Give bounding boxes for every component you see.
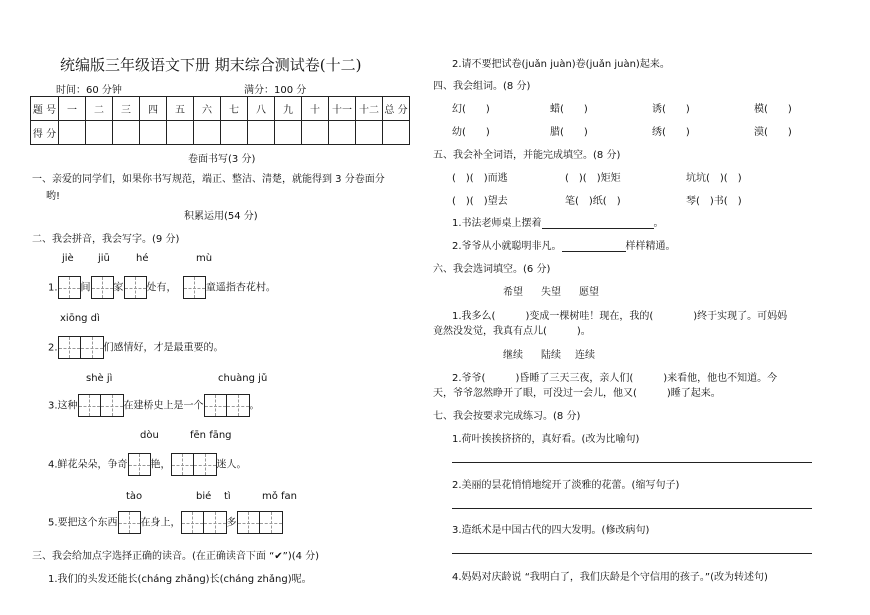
score-header-cell: 五 bbox=[167, 97, 194, 121]
score-header-cell: 四 bbox=[140, 97, 167, 121]
word-choice: 希望 bbox=[503, 287, 523, 298]
score-cell[interactable] bbox=[248, 121, 275, 145]
question-text: 童遥指杏花村。 bbox=[205, 282, 276, 294]
section-3-question-2: 2.请不要把试卷(juǎn juàn)卷(juǎn juàn)起来。 bbox=[452, 59, 670, 70]
score-header-cell: 八 bbox=[248, 97, 275, 121]
score-cell[interactable] bbox=[167, 121, 194, 145]
section-1-text: 一、亲爱的同学们，如果你书写规范，端正、整洁、清楚，就能得到 3 分卷面分 bbox=[32, 174, 385, 185]
score-cell[interactable] bbox=[356, 121, 383, 145]
score-cell[interactable] bbox=[140, 121, 167, 145]
word-choice: 继续 bbox=[503, 350, 523, 361]
section-2-heading: 二、我会拼音，我会写字。(9 分) bbox=[32, 234, 180, 245]
question-text: 2.爷爷从小就聪明非凡。 bbox=[452, 241, 562, 252]
pinyin: jiè bbox=[62, 253, 74, 264]
idiom-item[interactable]: ( )( )望去 bbox=[452, 196, 508, 207]
score-cell[interactable] bbox=[329, 121, 356, 145]
question-text: 处有， bbox=[146, 282, 177, 294]
question-3 bbox=[48, 394, 260, 418]
char-box[interactable] bbox=[181, 511, 204, 534]
pinyin: fēn fāng bbox=[190, 430, 232, 441]
section-7-question-2: 2.美丽的昙花悄悄地绽开了淡雅的花蕾。(缩写句子) bbox=[452, 480, 680, 491]
question-text: 样样精通。 bbox=[625, 241, 676, 252]
question-text: 。 bbox=[249, 400, 260, 412]
writing-grid[interactable] bbox=[78, 394, 124, 417]
idiom-item[interactable]: 坑坑( )( ) bbox=[686, 173, 742, 184]
pinyin: hé bbox=[136, 253, 149, 264]
question-text: 家 bbox=[113, 282, 124, 294]
answer-line[interactable] bbox=[452, 508, 812, 509]
handwriting-heading: 卷面书写(3 分) bbox=[188, 154, 256, 165]
pinyin: xiōng dì bbox=[60, 313, 100, 324]
score-header-cell: 一 bbox=[59, 97, 86, 121]
answer-blank[interactable] bbox=[562, 251, 626, 252]
score-table bbox=[30, 96, 410, 145]
char-box[interactable] bbox=[227, 394, 250, 417]
score-header-cell: 十一 bbox=[329, 97, 356, 121]
score-row-label: 得 分 bbox=[31, 121, 59, 145]
word-build-item[interactable]: 蜡( ) bbox=[550, 104, 588, 115]
writing-grid[interactable] bbox=[58, 336, 104, 359]
word-choice: 连续 bbox=[575, 350, 595, 361]
score-cell[interactable] bbox=[275, 121, 302, 145]
char-box[interactable] bbox=[204, 511, 227, 534]
score-cell[interactable] bbox=[302, 121, 329, 145]
char-box[interactable] bbox=[237, 511, 260, 534]
question-1 bbox=[48, 276, 276, 300]
score-cell[interactable] bbox=[194, 121, 221, 145]
section-7-question-3: 3.造纸术是中国古代的四大发明。(修改病句) bbox=[452, 525, 650, 536]
char-box[interactable] bbox=[78, 394, 101, 417]
score-header-cell: 九 bbox=[275, 97, 302, 121]
question-4 bbox=[48, 453, 247, 477]
idiom-item[interactable]: ( )( )矩矩 bbox=[565, 173, 621, 184]
score-cell[interactable] bbox=[59, 121, 86, 145]
writing-grid[interactable] bbox=[181, 511, 227, 534]
pinyin: dòu bbox=[140, 430, 159, 441]
question-number: 2. bbox=[48, 342, 58, 354]
char-box[interactable] bbox=[58, 276, 81, 299]
word-build-item[interactable]: 模( ) bbox=[754, 104, 792, 115]
idiom-item[interactable]: 琴( )书( ) bbox=[686, 196, 742, 207]
answer-line[interactable] bbox=[452, 462, 812, 463]
score-header-cell: 七 bbox=[221, 97, 248, 121]
writing-grid[interactable] bbox=[124, 276, 147, 299]
score-header-cell: 题 号 bbox=[31, 97, 59, 121]
score-cell[interactable] bbox=[86, 121, 113, 145]
pinyin: tì bbox=[224, 491, 231, 502]
question-5 bbox=[48, 511, 283, 535]
accumulate-heading: 积累运用(54 分) bbox=[184, 211, 258, 222]
question-text: 4.鲜花朵朵，争奇 bbox=[48, 459, 128, 471]
score-header-cell: 十 bbox=[302, 97, 329, 121]
question-text: 们感情好，才是最重要的。 bbox=[103, 342, 224, 354]
section-6-question-2: 2.爷爷( )昏睡了三天三夜，亲人们( )来看他，他也不知道。今 bbox=[452, 373, 778, 384]
section-4-heading: 四、我会组词。(8 分) bbox=[433, 81, 531, 92]
pinyin: bié bbox=[196, 491, 212, 502]
char-box[interactable] bbox=[260, 511, 283, 534]
writing-grid[interactable] bbox=[58, 276, 81, 299]
section-7-heading: 七、我会按要求完成练习。(8 分) bbox=[433, 411, 581, 422]
char-box[interactable] bbox=[91, 276, 114, 299]
idiom-item[interactable]: 笔( )纸( ) bbox=[565, 196, 621, 207]
writing-grid[interactable] bbox=[128, 453, 151, 476]
question-number: 1. bbox=[48, 282, 58, 294]
writing-grid[interactable] bbox=[183, 276, 206, 299]
char-box[interactable] bbox=[194, 453, 217, 476]
page-title: 统编版三年级语文下册 期末综合测试卷(十二) bbox=[60, 56, 362, 74]
score-header-cell: 二 bbox=[86, 97, 113, 121]
question-text: 多 bbox=[226, 517, 237, 529]
question-2 bbox=[48, 336, 224, 360]
exam-full-score: 满分：100 分 bbox=[244, 85, 307, 96]
writing-grid[interactable] bbox=[118, 511, 141, 534]
section-6-question-1: 1.我多么( )变成一棵树哇！现在，我的( )终于实现了。可妈妈 bbox=[452, 311, 788, 322]
word-build-item[interactable]: 幻( ) bbox=[452, 104, 490, 115]
question-text: 迷人。 bbox=[216, 459, 247, 471]
pinyin: mǒ fan bbox=[262, 491, 298, 502]
writing-grid[interactable] bbox=[91, 276, 114, 299]
char-box[interactable] bbox=[171, 453, 194, 476]
word-build-item[interactable]: 诱( ) bbox=[652, 104, 690, 115]
word-build-item[interactable]: 绣( ) bbox=[652, 127, 690, 138]
idiom-item[interactable]: ( )( )而逃 bbox=[452, 173, 508, 184]
char-box[interactable] bbox=[124, 276, 147, 299]
section-5-question-1: 1.书法老师桌上摆着 。 bbox=[452, 218, 664, 229]
pinyin: mù bbox=[196, 253, 213, 264]
question-text: 在建桥史上是一个 bbox=[123, 400, 204, 412]
score-cell[interactable] bbox=[113, 121, 140, 145]
section-5-question-2 bbox=[452, 237, 676, 252]
writing-grid[interactable] bbox=[237, 511, 283, 534]
question-text: 5.要把这个东西 bbox=[48, 517, 118, 529]
pinyin: jiū bbox=[98, 253, 110, 264]
score-table-header-row bbox=[31, 97, 410, 121]
word-build-item[interactable]: 腊( ) bbox=[550, 127, 588, 138]
question-text: 3.这种 bbox=[48, 400, 78, 412]
question-text: 1.书法老师桌上摆着 bbox=[452, 218, 542, 229]
question-text: 艳， bbox=[150, 459, 171, 471]
char-box[interactable] bbox=[128, 453, 151, 476]
char-box[interactable] bbox=[118, 511, 141, 534]
exam-time: 时间：60 分钟 bbox=[56, 85, 122, 96]
word-build-item[interactable]: 漠( ) bbox=[754, 127, 792, 138]
section-6-question-1-cont: 竟然没发觉，我真有点儿( )。 bbox=[433, 326, 591, 337]
section-5-heading: 五、我会补全词语，并能完成填空。(8 分) bbox=[433, 150, 621, 161]
char-box[interactable] bbox=[81, 336, 104, 359]
pinyin: tào bbox=[126, 491, 143, 502]
pinyin: shè jì bbox=[86, 373, 113, 384]
char-box[interactable] bbox=[101, 394, 124, 417]
score-header-cell: 总 分 bbox=[383, 97, 410, 121]
answer-blank[interactable] bbox=[542, 228, 654, 229]
word-choice: 失望 bbox=[541, 287, 561, 298]
section-7-question-4: 4.妈妈对庆龄说 “我明白了，我们庆龄是个守信用的孩子。”(改为转述句) bbox=[452, 572, 768, 583]
score-header-cell: 十二 bbox=[356, 97, 383, 121]
score-header-cell: 三 bbox=[113, 97, 140, 121]
word-choice: 陆续 bbox=[541, 350, 561, 361]
score-table-score-row bbox=[31, 121, 410, 145]
section-3-question-1: 1.我们的头发还能长(cháng zhǎng)长(cháng zhǎng)呢。 bbox=[48, 574, 312, 585]
section-1-text-cont: 哟! bbox=[46, 191, 61, 202]
char-box[interactable] bbox=[58, 336, 81, 359]
writing-grid[interactable] bbox=[171, 453, 217, 476]
char-box[interactable] bbox=[183, 276, 206, 299]
score-header-cell: 六 bbox=[194, 97, 221, 121]
answer-line[interactable] bbox=[452, 553, 812, 554]
section-6-heading: 六、我会选词填空。(6 分) bbox=[433, 264, 551, 275]
question-text: 在身上， bbox=[140, 517, 181, 529]
section-6-question-2-cont: 天，爷爷忽然睁开了眼，可没过一会儿，他又( )睡了起来。 bbox=[433, 388, 721, 399]
pinyin: chuàng jǔ bbox=[218, 373, 268, 384]
word-build-item[interactable]: 幼( ) bbox=[452, 127, 490, 138]
score-cell[interactable] bbox=[383, 121, 410, 145]
section-7-question-1: 1.荷叶挨挨挤挤的，真好看。(改为比喻句) bbox=[452, 434, 640, 445]
score-cell[interactable] bbox=[221, 121, 248, 145]
writing-grid[interactable] bbox=[204, 394, 250, 417]
word-choice: 愿望 bbox=[579, 287, 599, 298]
question-text: 间 bbox=[80, 282, 91, 294]
section-3-heading: 三、我会给加点字选择正确的读音。(在正确读音下面 “✔”)(4 分) bbox=[32, 551, 320, 562]
char-box[interactable] bbox=[204, 394, 227, 417]
